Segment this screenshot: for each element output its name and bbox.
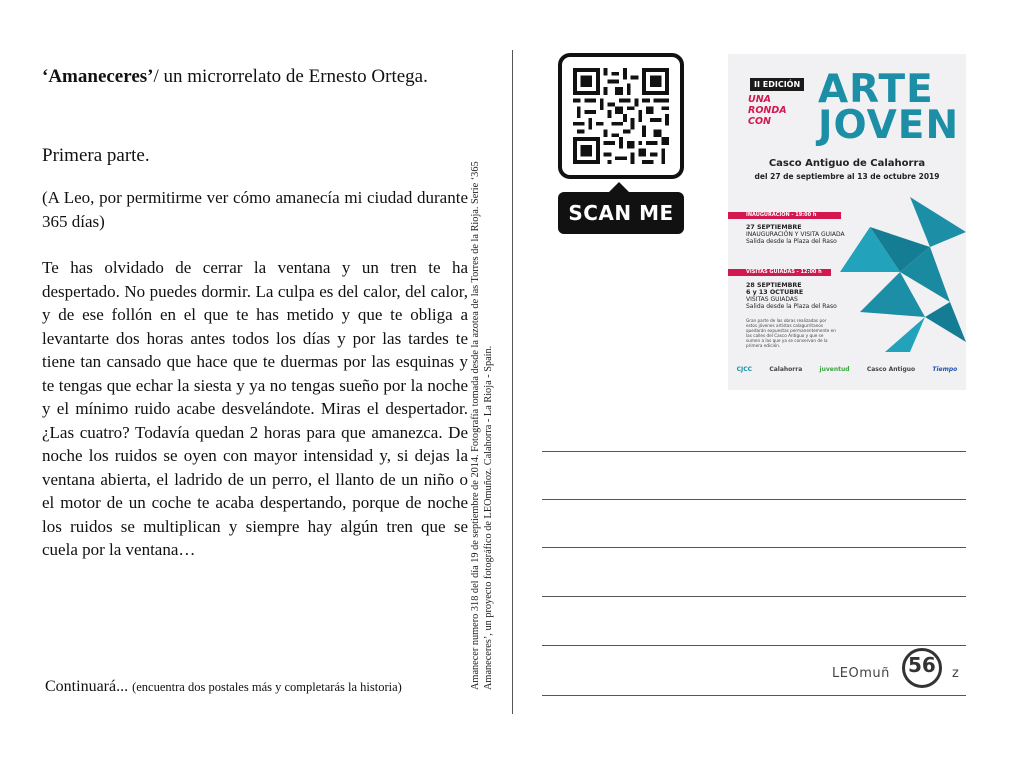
story-body: Te has olvidado de cerrar la ventana y un tren te ha despertado. No puedes dormir. La culpa es del calor, del calor, y de ese follón en el que te has metido y que te obliga a levantarte dos horas antes todos los días y por las tardes te tiene tan cansado que hace que te duermas por las esquinas y te tengas que echar la siesta y ya no tengas sueño por la noche y el mínimo ruido acabe desvelándote. Miras el despertador. ¿Las cuatro? Todavía quedan 2 horas para que amanezca. De noche los ruidos se oyen con mayor intensidad y, si dejas la ventana abierta, el ladrido de un perro, el llanto de un niño o el motor de un coche te acaba despertando, porque de noche los ruidos se multiplican y siempre hay algún tren que se cuela por la ventana… [42, 258, 468, 559]
poster-ronda: UNA RONDA CON [748, 94, 787, 127]
continuation-note [45, 678, 402, 696]
poster-sponsor-logos [728, 356, 966, 382]
poster-detail-2 [746, 282, 837, 310]
poster-detail-1 [746, 224, 845, 245]
poster-headline-line1: ARTE [818, 67, 934, 112]
address-line [542, 547, 966, 548]
poster-headline [818, 67, 960, 148]
photo-caption: Amanecer numero 318 del día 19 de septiembre de 2014. Fotografía tomada desde la azotea de las Torres de la Rioja. Serie ‘365 Amaneceres’, un proyecto fotográfico de LEOmuñoz. Calahorra - La Rioja - Spain. [470, 161, 494, 690]
title-quoted: ‘Amaneceres’ [42, 66, 154, 87]
address-line [542, 451, 966, 452]
logo-cjcc: CJCC [736, 365, 753, 373]
title-rest: / un microrrelato de Ernesto Ortega. [153, 66, 428, 87]
poster-dates: del 27 de septiembre al 13 de octubre 2019 [754, 172, 940, 181]
poster-detail-1-text: INAUGURACIÓN Y VISITA GUIADA Salida desde la Plaza del Raso [746, 231, 845, 245]
origami-bird-icon [840, 192, 966, 352]
scan-me-button[interactable]: SCAN ME [558, 192, 684, 234]
address-line [542, 499, 966, 500]
event-poster [728, 54, 966, 390]
qr-pointer-icon [609, 182, 629, 192]
address-line [542, 695, 966, 696]
continuara-label: Continuará... [45, 678, 129, 695]
center-divider [512, 50, 513, 714]
dedication: (A Leo, por permitirme ver cómo amanecía mi ciudad durante 365 días) [42, 188, 468, 231]
brand-number: 56 [908, 653, 936, 677]
poster-location: Casco Antiguo de Calahorra [768, 158, 926, 169]
poster-band-visitas: VISITAS GUIADAS - 12:00 h [728, 269, 831, 276]
poster-edition: II EDICIÓN [750, 78, 804, 91]
poster-headline-line2: JOVEN [818, 103, 960, 148]
brand-text: LEOmuñ [832, 666, 890, 681]
logo-tiempo: Tiempo [932, 365, 958, 373]
continuara-hint: (encuentra dos postales más y completarás la historia) [132, 680, 402, 694]
qr-pattern-icon [573, 68, 669, 164]
address-line [542, 645, 966, 646]
logo-casco-antiguo: Casco Antiguo [866, 365, 916, 373]
logo-juventud: juventud [819, 365, 850, 373]
part-heading: Primera parte. [42, 145, 150, 166]
story-title [42, 64, 462, 90]
poster-date-2b: 6 y 13 OCTUBRE [746, 289, 804, 296]
brand-suffix: z [952, 666, 959, 681]
poster-detail-2-text: VISITAS GUIADAS Salida desde la Plaza del Raso [746, 296, 837, 310]
poster-band-inauguracion: INAUGURACIÓN - 19:00 h [728, 212, 841, 219]
poster-date-1: 27 SEPTIEMBRE [746, 224, 802, 231]
address-line [542, 596, 966, 597]
qr-code[interactable] [558, 53, 684, 179]
poster-date-2a: 28 SEPTIEMBRE [746, 282, 802, 289]
logo-calahorra: Calahorra [769, 365, 803, 373]
poster-note: Gran parte de las obras realizadas por estos jóvenes artistas calagurritanos quedarán expuestas permanentemente en las calles del Casco Antiguo y que se sumen a las que ya se conservan de la primera edición. [746, 318, 836, 348]
